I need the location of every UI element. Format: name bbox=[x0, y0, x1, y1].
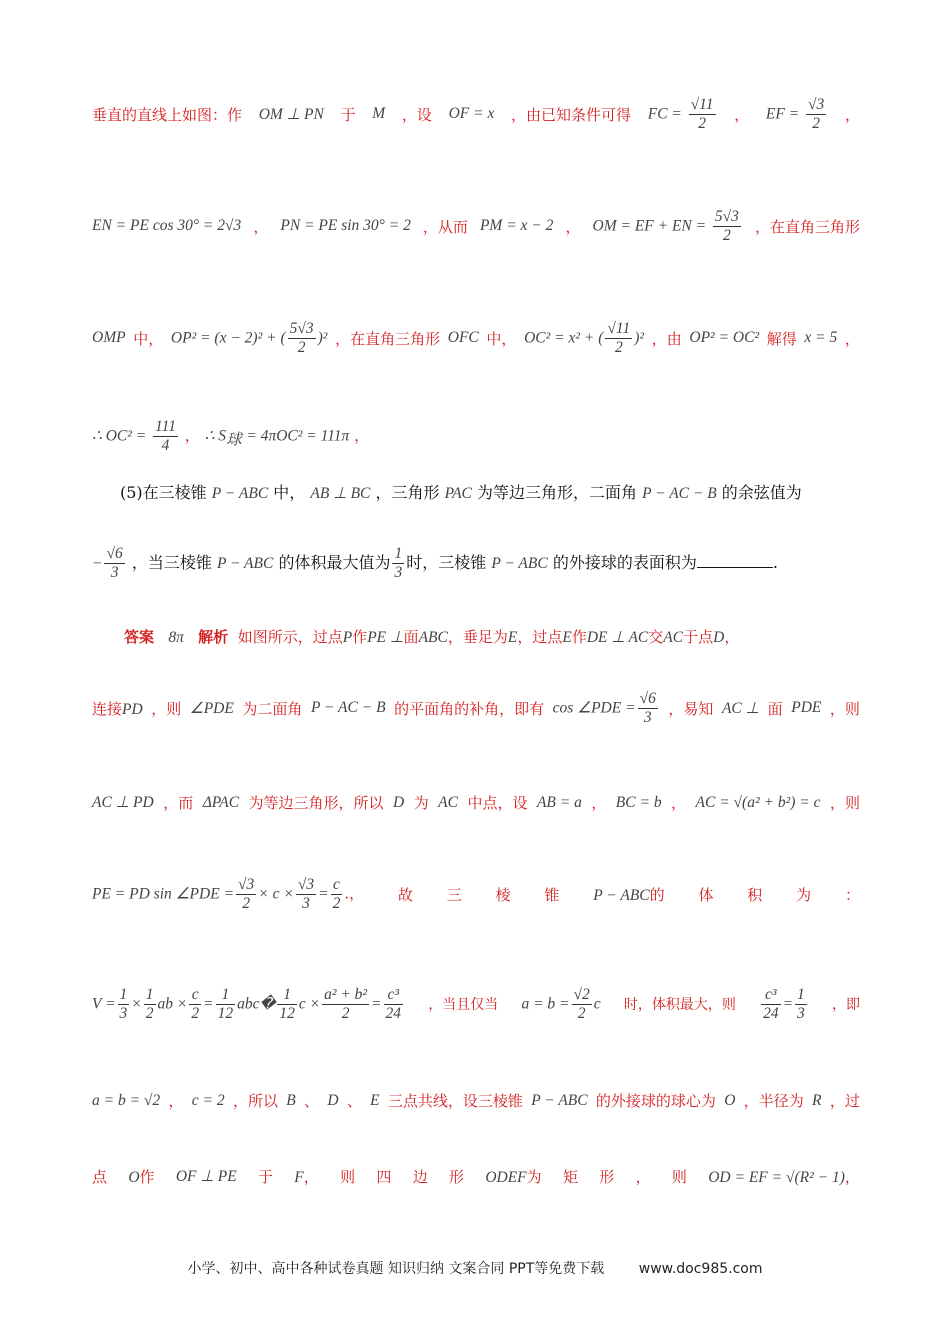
text: 为等边三角形，二面角 bbox=[476, 483, 637, 502]
analysis-line-6 bbox=[92, 1090, 860, 1111]
math: AC ⊥ PD bbox=[92, 794, 154, 811]
text: ，设 bbox=[401, 105, 432, 124]
text: 锥 bbox=[544, 885, 560, 904]
text: 三 bbox=[446, 885, 462, 904]
text: ，在直角三角形 bbox=[335, 329, 441, 348]
text: ， bbox=[671, 794, 687, 812]
math: c = 2 bbox=[191, 1091, 225, 1109]
text: 棱 bbox=[495, 885, 511, 904]
fraction: $\frac{c}{2}$ bbox=[332, 876, 341, 912]
answer-label: 答案 bbox=[124, 628, 155, 646]
solution-line-1 bbox=[92, 96, 860, 133]
text: 为等边三角形，所以 bbox=[248, 794, 384, 812]
page-footer bbox=[0, 1258, 950, 1278]
text: 则 bbox=[340, 1168, 356, 1186]
text: . bbox=[772, 552, 778, 572]
fraction: $\frac{√6}{3}$ bbox=[106, 545, 123, 581]
fraction: $\frac{√3}{2}$ bbox=[238, 876, 255, 912]
math: AC bbox=[663, 629, 684, 646]
text: 于 bbox=[257, 1168, 273, 1186]
text: ，过点 bbox=[517, 628, 563, 646]
math: EN = PE cos 30° = 2√3 bbox=[92, 217, 242, 235]
math: 球 bbox=[226, 431, 242, 449]
math: DE ⊥ AC bbox=[586, 629, 649, 646]
text: ，所以 bbox=[232, 1092, 278, 1110]
text: 解得 bbox=[766, 329, 797, 348]
math: PM = x − 2 bbox=[479, 217, 554, 235]
math: OF = x bbox=[448, 105, 495, 123]
math: AC = √(a² + b²) = c bbox=[695, 793, 821, 811]
math: ∴ OC² = bbox=[92, 427, 147, 445]
text: ， bbox=[591, 794, 607, 812]
math: PDE bbox=[791, 699, 822, 717]
text: ，垂足为 bbox=[447, 628, 508, 646]
footer-url[interactable]: www.doc985.com bbox=[638, 1261, 763, 1277]
text: ，当三棱锥 bbox=[131, 552, 212, 572]
footer-text: 小学、初中、高中各种试卷真题 知识归纳 文案合同 PPT等免费下载 bbox=[187, 1261, 605, 1277]
fraction: $\frac{√3}{2}$ bbox=[807, 96, 825, 132]
math: E bbox=[370, 1091, 380, 1109]
text: 则 bbox=[671, 1168, 687, 1186]
analysis-line-3 bbox=[92, 792, 860, 813]
analysis-label: 解析 bbox=[198, 628, 229, 646]
text: 、 bbox=[304, 1092, 320, 1110]
text: 中， bbox=[486, 329, 517, 348]
math: a = b = √2 bbox=[92, 1091, 161, 1109]
text: ，三角形 bbox=[375, 483, 440, 502]
text: ， bbox=[635, 1168, 651, 1186]
text: 形 bbox=[449, 1168, 465, 1186]
fraction: $\frac{\text{a² + b²}}{2}$ bbox=[324, 986, 368, 1022]
math: = bbox=[318, 885, 329, 903]
math: F bbox=[294, 1169, 304, 1186]
fraction: $\frac{\text{c³}}{24}$ bbox=[385, 986, 402, 1022]
fraction: $\frac{5√3}{2}$ bbox=[289, 320, 314, 356]
solution-line-3 bbox=[92, 320, 860, 357]
math: a = b = bbox=[521, 995, 570, 1013]
math: D bbox=[327, 1091, 339, 1109]
text: ， bbox=[184, 426, 200, 445]
fraction: $\frac{√2}{2}$ bbox=[573, 986, 590, 1022]
math: AB ⊥ BC bbox=[310, 485, 371, 502]
math: R bbox=[812, 1091, 822, 1109]
text: ，在直角三角形 bbox=[754, 217, 860, 236]
math: OD = EF = √(R² − 1) bbox=[708, 1169, 845, 1186]
text: ，则 bbox=[829, 794, 860, 812]
math: P − AC − B bbox=[310, 699, 386, 717]
math: )² bbox=[317, 329, 328, 347]
math: P − AC − B bbox=[642, 485, 717, 502]
text: ，当且仅当 bbox=[428, 997, 499, 1014]
text: 的平面角的补角，即有 bbox=[394, 699, 545, 718]
math: EF = bbox=[765, 105, 800, 123]
text: 面 bbox=[767, 699, 783, 718]
problem-5-line-1 bbox=[120, 480, 860, 503]
fraction: $\frac{5√3}{2}$ bbox=[714, 208, 739, 244]
math: c bbox=[593, 995, 601, 1013]
math: ab × bbox=[157, 995, 188, 1013]
text: 作 bbox=[139, 1168, 155, 1186]
text: 交 bbox=[648, 628, 664, 646]
math: D bbox=[713, 629, 725, 646]
text: ，而 bbox=[163, 794, 194, 812]
text: 为 bbox=[526, 1168, 542, 1186]
text: ， bbox=[844, 105, 860, 124]
math: = bbox=[203, 995, 214, 1013]
analysis-line-2 bbox=[92, 690, 860, 727]
math: P bbox=[342, 629, 353, 646]
math: AB = a bbox=[536, 793, 582, 811]
text: ， bbox=[844, 1168, 860, 1186]
text: 形 bbox=[599, 1168, 615, 1186]
math: P − ABC bbox=[216, 554, 274, 572]
math: PE ⊥ bbox=[367, 629, 404, 646]
math: PAC bbox=[444, 485, 472, 502]
text: 矩 bbox=[562, 1168, 578, 1186]
math: OM ⊥ PN bbox=[258, 105, 324, 123]
text: 积 bbox=[747, 885, 763, 904]
math: O bbox=[724, 1091, 736, 1109]
text: ， bbox=[844, 329, 860, 348]
fraction: $\frac{\text{c³}}{24}$ bbox=[763, 986, 779, 1022]
math: P − ABC bbox=[531, 1091, 588, 1109]
fraction: $\frac{1}{2}$ bbox=[145, 986, 154, 1022]
answer-blank bbox=[697, 553, 773, 568]
text: ， bbox=[354, 426, 370, 445]
text: 时，体积最大，则 bbox=[623, 997, 736, 1014]
analysis-line-4 bbox=[92, 876, 860, 913]
math: ∴ S bbox=[204, 427, 227, 445]
fraction: $\frac{1}{12}$ bbox=[217, 986, 234, 1022]
math: P − ABC bbox=[593, 886, 650, 904]
text: ， bbox=[724, 628, 740, 646]
text: ，则 bbox=[829, 699, 860, 718]
text: ， bbox=[303, 1168, 319, 1186]
text: ，半径为 bbox=[743, 1092, 804, 1110]
text: 的外接球的球心为 bbox=[595, 1092, 716, 1110]
text: 三点共线，设三棱锥 bbox=[387, 1092, 523, 1110]
text: 、 bbox=[346, 1092, 362, 1110]
math: OF ⊥ PE bbox=[175, 1168, 237, 1185]
text: ： bbox=[844, 885, 860, 904]
math: OFC bbox=[447, 329, 479, 347]
math: = bbox=[371, 995, 382, 1013]
math: O bbox=[128, 1169, 140, 1186]
analysis-line-5 bbox=[92, 986, 860, 1023]
math: OM = EF + EN = bbox=[592, 217, 707, 235]
text: ，即 bbox=[831, 997, 860, 1014]
math: ∠PDE bbox=[189, 699, 234, 717]
text: .， bbox=[344, 884, 365, 903]
text: 中， bbox=[273, 483, 306, 502]
math: c × bbox=[298, 995, 321, 1013]
text: ，则 bbox=[151, 699, 182, 718]
fraction: $\frac{1}{3}$ bbox=[797, 986, 805, 1022]
text: 在三棱锥 bbox=[142, 483, 207, 502]
analysis-line-7 bbox=[92, 1166, 860, 1187]
text: 的 bbox=[649, 885, 665, 904]
text: 的余弦值为 bbox=[721, 483, 802, 502]
math: P − ABC bbox=[491, 554, 548, 572]
text: 边 bbox=[412, 1168, 428, 1186]
math: − bbox=[92, 554, 103, 572]
text: ， bbox=[734, 105, 750, 124]
text: 故 bbox=[397, 885, 413, 904]
problem-5-line-2 bbox=[92, 545, 860, 582]
text: ，易知 bbox=[668, 699, 714, 718]
math: x = 5 bbox=[804, 329, 838, 347]
math: )² bbox=[634, 329, 645, 347]
math: AC bbox=[438, 793, 458, 811]
text: 的体积最大值为 bbox=[278, 552, 391, 572]
text: 时，三棱锥 bbox=[406, 552, 487, 572]
math: ODEF bbox=[485, 1169, 527, 1186]
math: AC ⊥ bbox=[721, 699, 760, 717]
text: 于点 bbox=[683, 628, 714, 646]
math: OP² = (x − 2)² + ( bbox=[170, 329, 286, 347]
math: PN = PE sin 30° = 2 bbox=[280, 217, 411, 235]
math: abc� bbox=[237, 995, 276, 1013]
text: 为 bbox=[413, 794, 429, 812]
answer-value: 8π bbox=[168, 629, 184, 646]
text: 中点，设 bbox=[467, 794, 528, 812]
problem-number: (5) bbox=[120, 483, 143, 502]
text: 如图所示，过点 bbox=[237, 628, 343, 646]
fraction: $\frac{√11}{2}$ bbox=[690, 96, 714, 132]
text: 的外接球的表面积为 bbox=[552, 552, 697, 572]
text: ，由 bbox=[651, 329, 682, 348]
text: ， bbox=[565, 217, 581, 236]
fraction: $\frac{√11}{2}$ bbox=[607, 320, 631, 356]
math: P − ABC bbox=[211, 485, 269, 502]
math: OP² = OC² bbox=[689, 329, 760, 347]
text: 作 bbox=[352, 628, 368, 646]
text: ， bbox=[168, 1092, 184, 1110]
solution-line-4 bbox=[92, 418, 860, 455]
text: 为 bbox=[796, 885, 812, 904]
math: × c × bbox=[258, 885, 294, 903]
text: 体 bbox=[698, 885, 714, 904]
math: OC² = x² + ( bbox=[524, 329, 604, 347]
math: PE = PD sin ∠PDE = bbox=[92, 885, 235, 903]
math: PD bbox=[122, 700, 143, 718]
text: 连接 bbox=[92, 699, 123, 718]
text: 中， bbox=[133, 329, 164, 348]
text: 面 bbox=[403, 628, 419, 646]
math: BC = b bbox=[615, 793, 662, 811]
solution-line-2 bbox=[92, 208, 860, 245]
math: cos ∠PDE = bbox=[552, 699, 636, 717]
math: FC = bbox=[647, 105, 682, 123]
fraction: $\frac{√3}{3}$ bbox=[297, 876, 315, 912]
math: × bbox=[131, 995, 142, 1013]
fraction: $\frac{1}{3}$ bbox=[119, 986, 128, 1022]
math: M bbox=[372, 105, 386, 123]
math: = bbox=[782, 995, 794, 1013]
text: 为二面角 bbox=[242, 699, 303, 718]
fraction: $\frac{111}{4}$ bbox=[155, 418, 176, 454]
fraction: $\frac{c}{2}$ bbox=[191, 986, 200, 1022]
math: E bbox=[507, 629, 518, 646]
math: = 4πOC² = 111π bbox=[246, 427, 350, 445]
fraction: $\frac{1}{3}$ bbox=[394, 545, 403, 581]
math: ΔPAC bbox=[202, 793, 240, 811]
text: 于 bbox=[340, 105, 356, 124]
fraction: $\frac{√6}{3}$ bbox=[639, 690, 656, 726]
math: OMP bbox=[92, 329, 126, 347]
math: V = bbox=[92, 995, 116, 1013]
math: D bbox=[393, 793, 405, 811]
text: 四 bbox=[376, 1168, 392, 1186]
text: ，由已知条件可得 bbox=[511, 105, 632, 124]
text: ， bbox=[253, 217, 269, 236]
math: B bbox=[286, 1091, 296, 1109]
fraction: $\frac{1}{12}$ bbox=[279, 986, 295, 1022]
text: ，从而 bbox=[422, 217, 468, 236]
math: ABC bbox=[418, 629, 448, 646]
text: 点 bbox=[92, 1168, 108, 1186]
text: ，过 bbox=[829, 1092, 860, 1110]
answer-line bbox=[124, 626, 860, 647]
text: 垂直的直线上如图：作 bbox=[92, 105, 243, 124]
math: E bbox=[562, 629, 572, 646]
text: 作 bbox=[571, 628, 587, 646]
